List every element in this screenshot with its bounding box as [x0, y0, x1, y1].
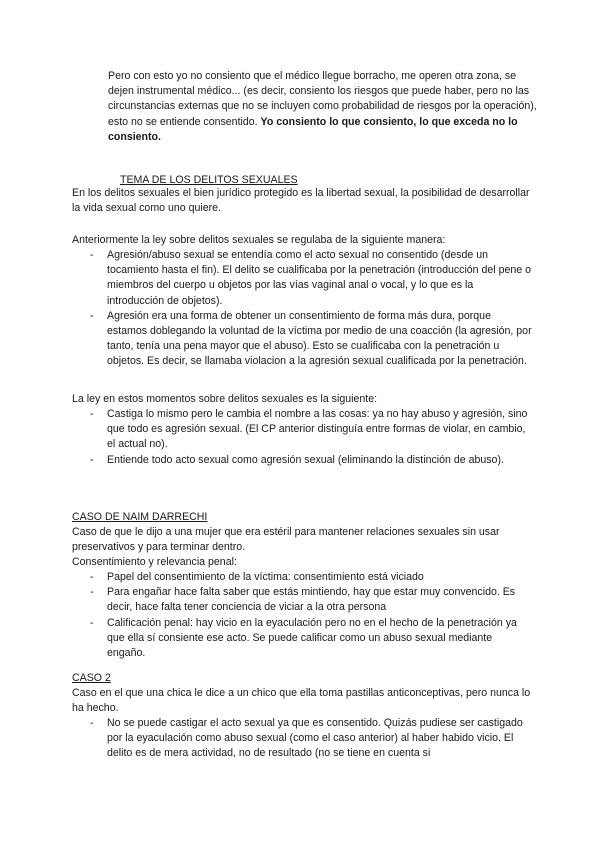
- intro-text: Pero con esto yo no consiento que el médico llegue borracho, me operen otra zona, se dejen instrumental médico... (es decir, consiento los riesgos que puede haber, pero no las circunstancias externas que no se incluyen como probabilidad de riesgos por la operación), esto no se entiende consentido.: [108, 70, 537, 128]
- list-item-text: No se puede castigar el acto sexual ya que es consentido. Quizás pudiese ser castigado por la eyaculación como abuso sexual (como el caso anterior) al haber habido vicio. El delito es de mera actividad, no de resultado (no se tiene en cuenta si: [107, 717, 523, 760]
- intro-bold-text: Yo consiento lo que consiento, lo que exceda no lo consiento.: [108, 115, 518, 143]
- list-item: [72, 248, 532, 309]
- case2-paragraph: Caso en el que una chica le dice a un chico que ella toma pastillas anticonceptivas, pero nunca lo ha hecho.: [72, 687, 531, 715]
- list-item-text: Agresión era una forma de obtener un consentimiento de forma más dura, porque estamos doblegando la voluntad de la víctima por medio de una coacción (la agresión, por tanto, tenía una pena mayor que el abuso). Esto se cualificaba con la penetración u objetos. Es decir, se llamaba violacion a la agresión sexual cualificada por la penetración.: [107, 309, 532, 368]
- list-item: [72, 570, 532, 585]
- dash-bullet: -: [90, 616, 94, 629]
- dash-bullet: -: [90, 571, 94, 583]
- case2-list: [72, 716, 532, 762]
- case2-heading: CASO 2: [72, 672, 111, 684]
- intro-paragraph: [108, 69, 538, 145]
- dash-bullet: -: [90, 249, 94, 261]
- list-item: [72, 716, 532, 762]
- list-item-text: Agresión/abuso sexual se entendía como el acto sexual no consentido (desde un tocamiento hasta el fin). El delito se cualificaba por la penetración (introducción del pene o miembros del cuerpo u objetos por las vías vaginal anal o vocal, y lo que es la introducción de objetos).: [107, 249, 532, 307]
- section1-current-intro: La ley en estos momentos sobre delitos sexuales es la siguiente:: [72, 393, 378, 405]
- section1-paragraph: En los delitos sexuales el bien jurídico protegido es la libertad sexual, la posibilidad de desarrollar la vida sexual como uno quiere.: [72, 187, 530, 215]
- list-item-text: Castiga lo mismo pero le cambia el nombre a las cosas: ya no hay abuso y agresión, sino que todo es agresión sexual. (El CP anterior distinguía entre formas de violar, en cambio, el actual no).: [107, 408, 528, 451]
- dash-bullet: -: [90, 586, 94, 599]
- section1-current-law-list: [72, 407, 532, 468]
- section1-previous-law-list: [72, 248, 532, 370]
- list-item-text: Calificación penal: hay vicio en la eyaculación pero no en el hecho de la penetración ya que ella sí consiente ese acto. Se puede calificar como un abuso sexual mediante engaño.: [107, 616, 517, 660]
- case1-subtitle: Consentimiento y relevancia penal:: [72, 556, 237, 568]
- dash-bullet: -: [90, 309, 94, 322]
- list-item: [72, 616, 532, 662]
- case1-list: [72, 570, 532, 661]
- list-item: [72, 407, 532, 453]
- section1-list-intro: Anteriormente la ley sobre delitos sexuales se regulaba de la siguiente manera:: [72, 234, 446, 246]
- list-item: [72, 309, 532, 370]
- list-item-text: Para engañar hace falta saber que estás mintiendo, hay que estar muy convencido. Es decir, hace falta tener conciencia de viciar a la otra persona: [107, 586, 516, 614]
- case1-heading: CASO DE NAIM DARRECHI: [72, 511, 208, 523]
- list-item: [72, 585, 532, 615]
- list-item-text: Entiende todo acto sexual como agresión sexual (eliminando la distinción de abuso).: [107, 453, 504, 466]
- dash-bullet: -: [90, 408, 94, 420]
- dash-bullet: -: [90, 717, 94, 729]
- list-item-text: Papel del consentimiento de la víctima: consentimiento está viciado: [107, 571, 424, 583]
- case1-paragraph: Caso de que le dijo a una mujer que era estéril para mantener relaciones sexuales sin usar preservativos y para terminar dentro.: [72, 526, 500, 554]
- list-item: [72, 453, 532, 468]
- section-heading-delitos-sexuales: TEMA DE LOS DELITOS SEXUALES: [120, 174, 298, 186]
- dash-bullet: -: [90, 453, 94, 466]
